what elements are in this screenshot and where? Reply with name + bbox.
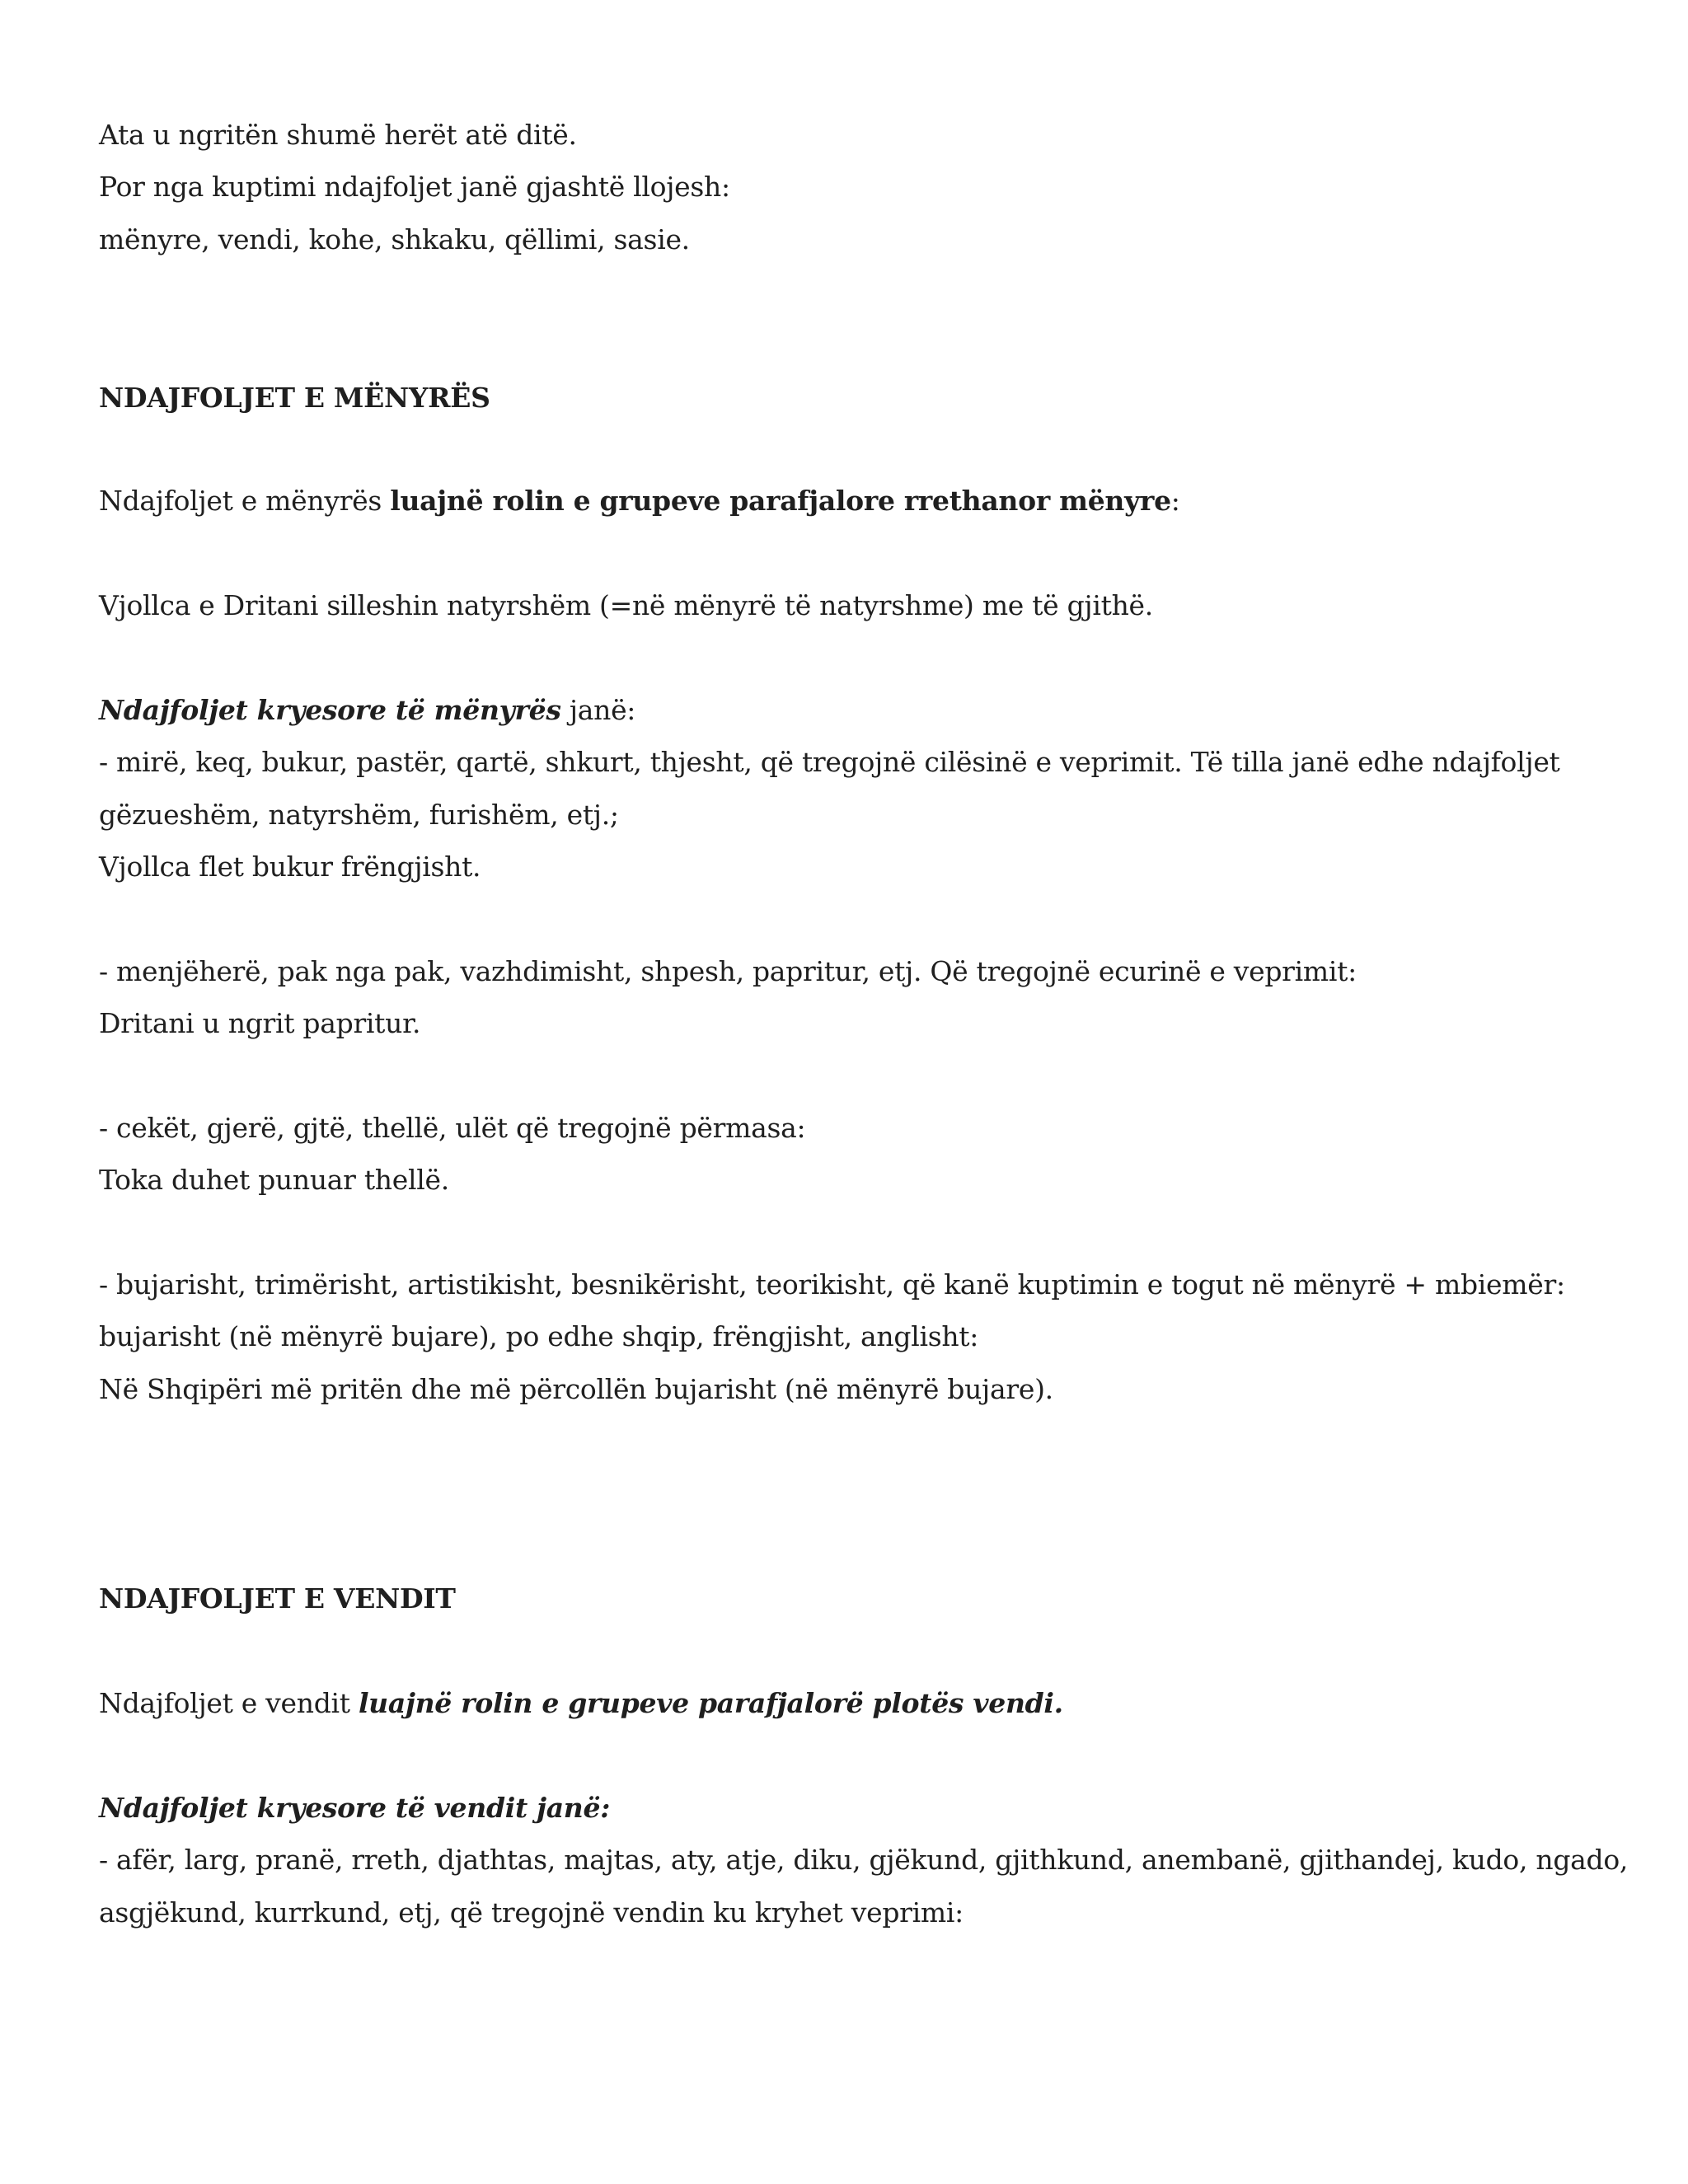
group-vendi-line-2: asgjëkund, kurrkund, etj, që tregojnë vendin ku kryhet veprimi: bbox=[99, 1896, 964, 1929]
intro-line-3: mënyre, vendi, kohe, shkaku, qëllimi, sasie. bbox=[99, 223, 690, 255]
intro-line-2: Por nga kuptimi ndajfoljet janë gjashtë llojesh: bbox=[99, 171, 730, 203]
kryesore-menyres bbox=[99, 696, 635, 724]
definition-prefix: Ndajfoljet e mënyrës bbox=[99, 485, 391, 517]
definition-vendit bbox=[99, 1687, 1063, 1719]
group-cilesia-example: Vjollca flet bukur frëngjisht. bbox=[99, 851, 481, 883]
example-natyrshem: Vjollca e Dritani silleshin natyrshëm (=në mënyrë të natyrshme) me të gjithë. bbox=[99, 589, 1153, 621]
kryesore-label: Ndajfoljet kryesore të mënyrës bbox=[99, 694, 561, 726]
group-cilesia-line-2: gëzueshëm, natyrshëm, furishëm, etj.; bbox=[99, 799, 619, 831]
group-permasa-example: Toka duhet punuar thellë. bbox=[99, 1164, 449, 1196]
group-togu-line-1: - bujarisht, trimërisht, artistikisht, besnikërisht, teorikisht, që kanë kuptimin e togut në mënyrë + mbiemër: bbox=[99, 1268, 1565, 1301]
group-togu-line-2: bujarisht (në mënyrë bujare), po edhe shqip, frëngjisht, anglisht: bbox=[99, 1320, 979, 1352]
heading-menyres: NDAJFOLJET E MËNYRËS bbox=[99, 382, 490, 414]
heading-vendit: NDAJFOLJET E VENDIT bbox=[99, 1582, 456, 1615]
definition-bold-italic: luajnë rolin e grupeve parafjalorë plotës vendi. bbox=[358, 1687, 1063, 1719]
definition-suffix: : bbox=[1170, 485, 1180, 517]
group-permasa-line-1: - cekët, gjerë, gjtë, thellë, ulët që tregojnë përmasa: bbox=[99, 1112, 806, 1144]
group-vendi-line-1: - afër, larg, pranë, rreth, djathtas, majtas, aty, atje, diku, gjëkund, gjithkund, anembanë, gjithandej, kudo, ngado, bbox=[99, 1844, 1629, 1876]
definition-bold: luajnë rolin e grupeve parafjalore rrethanor mënyre bbox=[390, 485, 1171, 517]
definition-prefix: Ndajfoljet e vendit bbox=[99, 1687, 359, 1719]
intro-line-1: Ata u ngritën shumë herët atë ditë. bbox=[99, 119, 577, 151]
group-togu-example: Në Shqipëri më pritën dhe më përcollën bujarisht (në mënyrë bujare). bbox=[99, 1373, 1053, 1405]
group-cilesia-line-1: - mirë, keq, bukur, pastër, qartë, shkurt, thjesht, që tregojnë cilësinë e veprimit. Të tilla janë edhe ndajfoljet bbox=[99, 746, 1560, 778]
group-ecuria-line-1: - menjëherë, pak nga pak, vazhdimisht, shpesh, papritur, etj. Që tregojnë ecurinë e veprimit: bbox=[99, 955, 1357, 987]
definition-menyres bbox=[99, 485, 1180, 517]
kryesore-rest: janë: bbox=[560, 694, 636, 726]
kryesore-vendit: Ndajfoljet kryesore të vendit janë: bbox=[99, 1792, 611, 1824]
group-ecuria-example: Dritani u ngrit papritur. bbox=[99, 1007, 421, 1039]
